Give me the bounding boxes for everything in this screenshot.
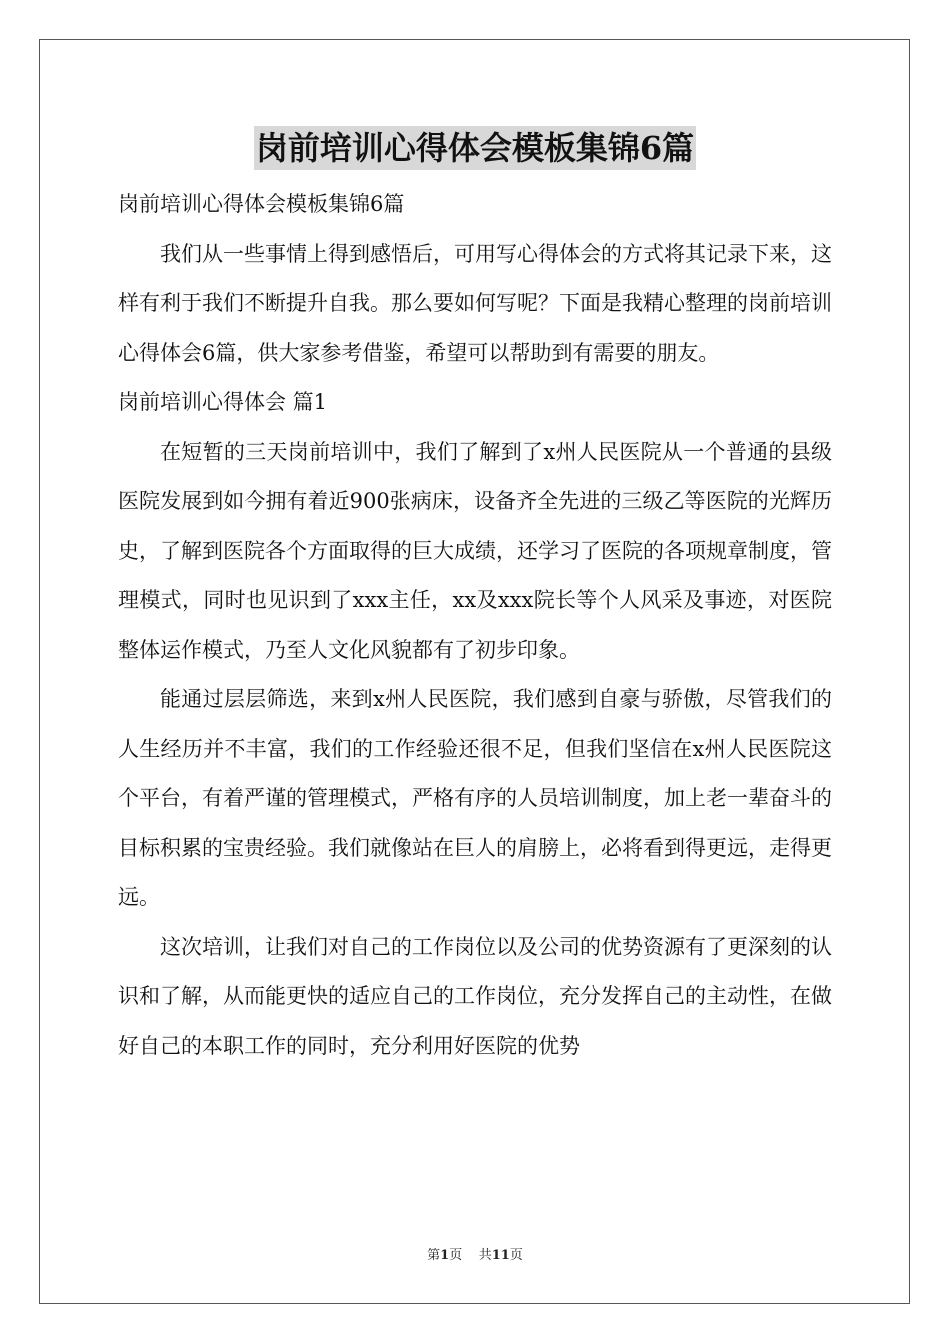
intro-paragraph: 我们从一些事情上得到感悟后，可用写心得体会的方式将其记录下来，这样有利于我们不断提升自我。那么要如何写呢？下面是我精心整理的岗前培训心得体会6篇，供大家参考借鉴，希望可以帮助到有需要的朋友。: [118, 241, 832, 365]
section-heading: 岗前培训心得体会 篇1: [118, 390, 328, 414]
doc-subheading: 岗前培训心得体会模板集锦6篇: [118, 192, 405, 216]
body-paragraph: 能通过层层筛选，来到x州人民医院，我们感到自豪与骄傲，尽管我们的人生经历并不丰富，我们的工作经验还很不足，但我们坚信在x州人民医院这个平台，有着严谨的管理模式，严格有序的人员培训制度，加上老一辈奋斗的目标积累的宝贵经验。我们就像站在巨人的肩膀上，必将看到得更远，走得更远。: [118, 687, 832, 909]
footer-mid: 页 共: [449, 1248, 492, 1263]
document-body: [118, 180, 832, 1071]
title-area: [0, 126, 950, 170]
footer-prefix: 第: [427, 1248, 441, 1263]
footer-suffix: 页: [509, 1248, 523, 1263]
footer-page-number: 1: [440, 1248, 450, 1263]
body-paragraph: 这次培训，让我们对自己的工作岗位以及公司的优势资源有了更深刻的认识和了解，从而能更快的适应自己的工作岗位，充分发挥自己的主动性，在做好自己的本职工作的同时，充分利用好医院的优势: [118, 934, 832, 1058]
footer-total-pages: 11: [491, 1248, 510, 1263]
document-title: 岗前培训心得体会模板集锦6篇: [254, 126, 696, 170]
page-footer: [0, 1247, 950, 1265]
body-paragraph: 在短暂的三天岗前培训中，我们了解到了x州人民医院从一个普通的县级医院发展到如今拥有着近900张病床，设备齐全先进的三级乙等医院的光辉历史，了解到医院各个方面取得的巨大成绩，还学习了医院的各项规章制度，管理模式，同时也见识到了xxx主任，xx及xxx院长等个人风采及事迹，对医院整体运作模式，乃至人文化风貌都有了初步印象。: [118, 439, 832, 662]
